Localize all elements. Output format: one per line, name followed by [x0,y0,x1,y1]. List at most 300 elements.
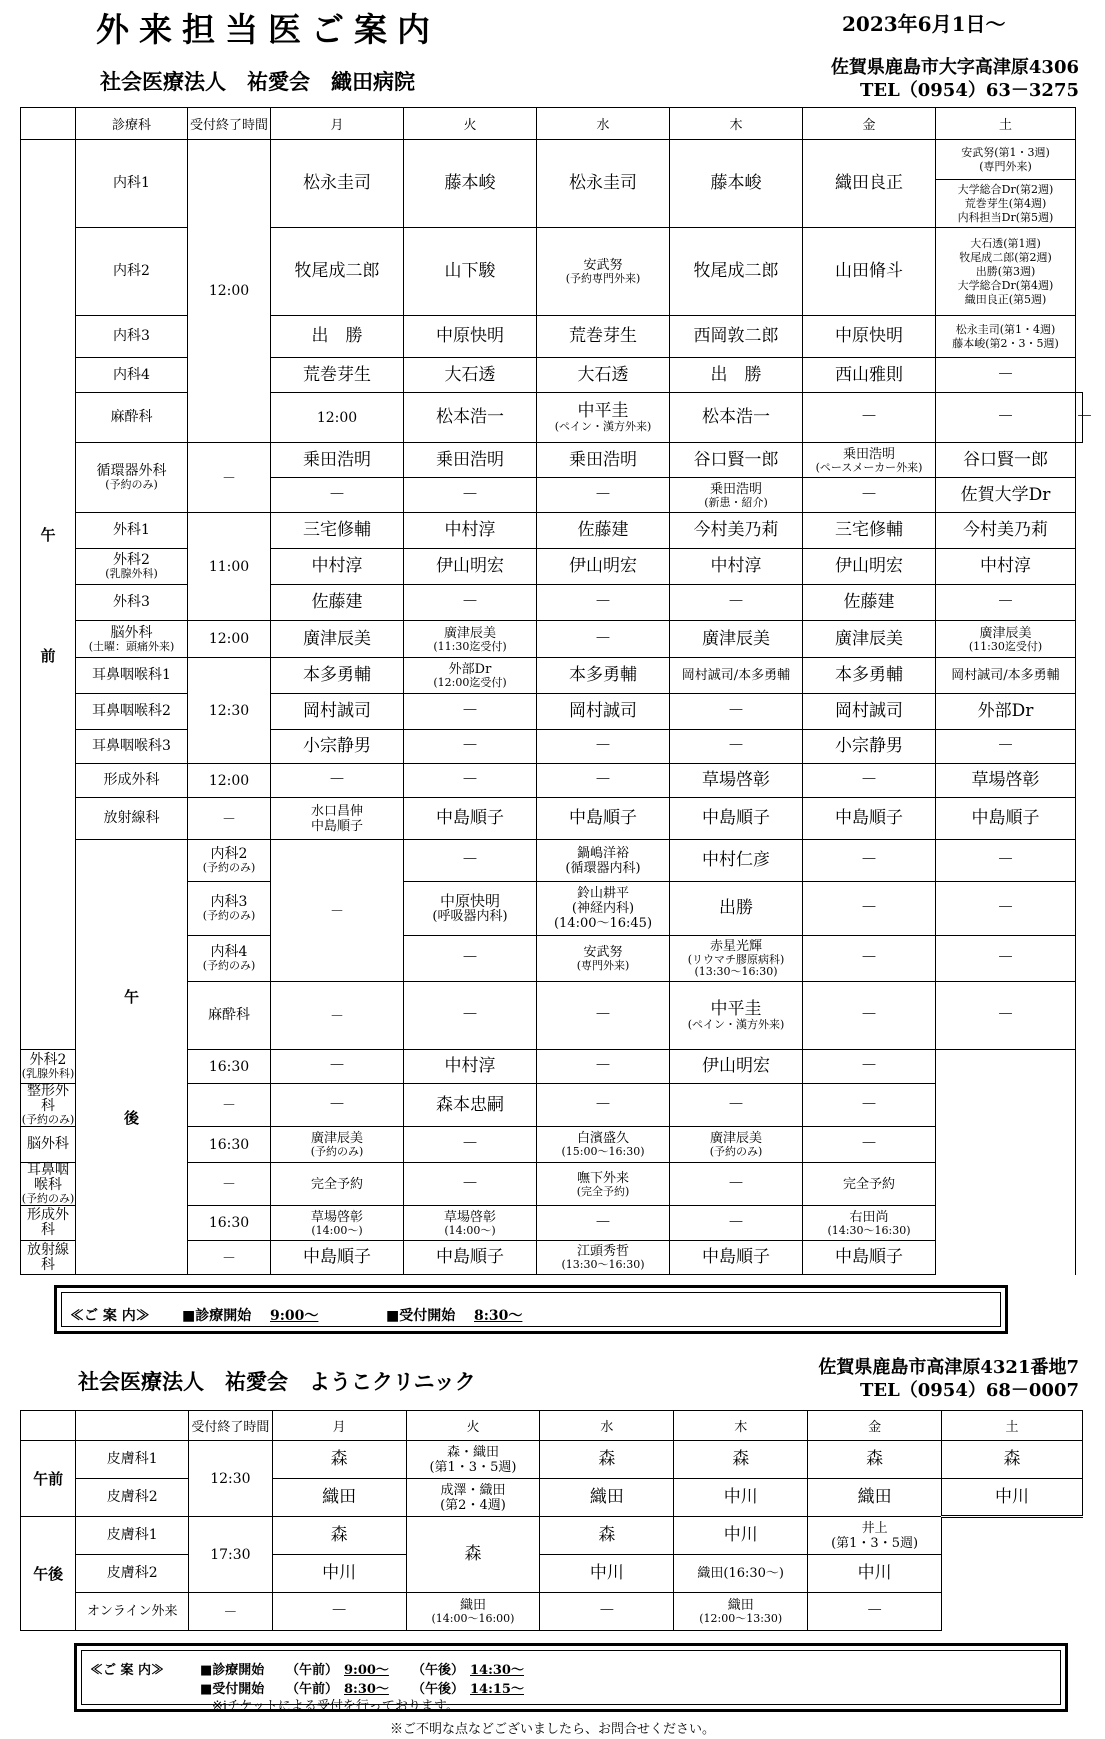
day-header-thu: 木 [670,108,803,140]
doctor-cell: 中島順子 [936,798,1076,840]
table-row [21,316,1083,358]
doctor-cell: － [537,478,670,513]
doctor-cell: － [537,1084,670,1127]
dept-pm-seikei: 整形外科 (予約のみ) [21,1083,75,1126]
doctor-cell: 伊山明宏 [670,1050,803,1084]
day-header-mon: 月 [271,108,404,140]
doctor-cell: 草場啓彰 [670,764,803,798]
doctor-cell: － [803,1050,936,1084]
doctor-cell: 森 [808,1441,942,1479]
clinic-session-am: 午前 [21,1441,76,1517]
doctor-cell: 織田 [808,1479,942,1517]
dept-pm-keisei: 形成外科 [21,1206,76,1241]
doctor-cell: 中村淳 [404,513,537,549]
doctor-cell: － [404,1163,537,1206]
dept-nou: 脳外科 (土曜：頭痛外来) [76,621,188,658]
doctor-cell: 安武努 (専門外来) [537,936,670,982]
doctor-cell: － [670,585,803,621]
doctor-cell: 水口昌伸 中島順子 [271,798,404,840]
hospital-address: 佐賀県鹿島市大字高津原4306 [830,57,1079,78]
doctor-cell: － [404,982,537,1050]
doctor-cell: － [404,936,537,982]
table-row [21,140,1083,180]
doctor-cell: 谷口賢一郎 [936,443,1076,478]
doctor-cell: 大学総合Dr(第2週) 荒巻芽生(第4週) 内科担当Dr(第5週) [936,180,1076,228]
doctor-cell: 松本浩一 [404,393,537,443]
doctor-cell: 外部Dr [936,694,1076,730]
doctor-cell: － [404,840,537,882]
table-row [21,764,1083,798]
guide-am-reception: 8:30～ [344,1682,389,1697]
reception-end-time: － [188,1084,271,1127]
dept-header: 診療科 [76,108,188,140]
doctor-cell: 今村美乃莉 [936,513,1076,549]
doctor-cell: 廣津辰美 [271,621,404,658]
doctor-cell: 大石透(第1週) 牧尾成二郎(第2週) 出勝(第3週) 大学総合Dr(第4週) 織田良正(第5週) [936,228,1076,316]
doctor-cell: 廣津辰美 (予約のみ) [670,1127,803,1163]
clinic-address: 佐賀県鹿島市高津原4321番地7 [818,1357,1079,1378]
dept-naika2: 内科2 [76,228,188,316]
doctor-cell: 森 [272,1441,406,1479]
footer-note: ※ご不明な点などございましたら、お問合せください。 [389,1722,715,1737]
doctor-cell: 乗田浩明 [404,443,537,478]
doctor-cell: 中島順子 [404,798,537,840]
dept-jibi1: 耳鼻咽喉科1 [76,658,188,694]
doctor-cell: － [271,478,404,513]
doctor-cell: 赤星光輝 (リウマチ膠原病科) (13:30～16:30) [670,936,803,982]
doctor-cell: － [271,1084,404,1127]
doctor-cell: 藤本峻 [404,140,537,228]
guide-pm-reception: 14:15～ [470,1682,524,1697]
doctor-cell: 廣津辰美 (11:30迄受付) [936,621,1076,658]
doctor-cell: － [670,694,803,730]
table-row [21,1479,1083,1517]
session-pm-label: 午 後 [76,840,188,1275]
session-am-label: 午 前 [21,140,76,1050]
doctor-cell: 佐藤建 [537,513,670,549]
dept-naika4: 内科4 [76,358,188,393]
table-row [21,730,1083,764]
doctor-cell: 松本浩一 [670,393,803,443]
dept-pm-jibi: 耳鼻咽喉科 (予約のみ) [21,1162,75,1205]
doctor-cell: － [537,982,670,1050]
guide-value-reception: 8:30～ [474,1308,523,1324]
doctor-cell: 廣津辰美 (11:30迄受付) [404,621,537,658]
doctor-cell: － [1076,393,1083,443]
table-row [21,1517,1083,1555]
dept-pm-hifu1: 皮膚科1 [76,1517,189,1555]
doctor-cell: － [803,1127,936,1163]
doctor-cell: 佐賀大学Dr [936,478,1076,513]
day-header-wed: 水 [537,108,670,140]
table-row [21,840,1083,882]
day-header-fri: 金 [803,108,936,140]
doctor-cell: － [670,730,803,764]
guide-value-start: 9:00～ [270,1308,319,1324]
clinic-contact [818,1356,1079,1402]
clinic-tel: TEL（0954）68－0007 [859,1380,1079,1401]
dept-naika3: 内科3 [76,316,188,358]
reception-end-time: 12:00 [271,393,404,443]
dept-geka2: 外科2 (乳腺外科) [76,549,188,585]
doctor-cell: － [404,585,537,621]
doctor-cell: － [404,694,537,730]
dept-hifu1: 皮膚科1 [76,1441,189,1479]
doctor-cell: 岡村誠司/本多勇輔 [670,658,803,694]
doctor-cell: 森 [674,1441,808,1479]
doctor-cell: － [936,358,1076,393]
table-row [21,1441,1083,1479]
corner-cell [21,1411,76,1441]
doctor-cell: 岡村誠司 [537,694,670,730]
clinic-schedule-table [20,1410,1083,1631]
table-row [21,358,1083,393]
doctor-cell: － [271,764,404,798]
reception-end-time: 12:00 [188,621,271,658]
blank-cell [942,1517,1083,1631]
guide-box-hospital [54,1285,1008,1334]
doctor-cell: 小宗静男 [271,730,404,764]
hospital-schedule-table [20,107,1093,1275]
guide-item-start: ■診療開始 [200,1663,265,1678]
doctor-cell: 今村美乃莉 [670,513,803,549]
reception-end-time: 17:30 [189,1517,273,1593]
table-row [21,1555,1083,1593]
doctor-cell: 外部Dr (12:00迄受付) [404,658,537,694]
doctor-cell: － [803,982,936,1050]
doctor-cell: 廣津辰美 [670,621,803,658]
reception-end-time: － [188,1241,271,1275]
doctor-cell: － [272,1593,406,1631]
doctor-cell: 嘸下外来 (完全予約) [537,1163,670,1206]
hospital-contact [831,56,1079,102]
doctor-cell: 鈴山耕平 (神経内科) (14:00～16:45) [537,882,670,936]
doctor-cell: － [670,1163,803,1206]
doctor-cell: 西岡敦二郎 [670,316,803,358]
dept-keisei: 形成外科 [76,764,188,798]
doctor-cell: 本多勇輔 [537,658,670,694]
doctor-cell: 中原快明 [803,316,936,358]
dept-pm-nou: 脳外科 [21,1127,76,1163]
reception-end-time: － [189,1593,273,1631]
table-row [21,393,1083,443]
doctor-cell: 中川 [942,1479,1083,1517]
doctor-cell: 岡村誠司/本多勇輔 [936,658,1076,694]
reception-end-time: 11:00 [188,513,271,621]
doctor-cell: － [803,882,936,936]
hospital-tel: TEL（0954）63－3275 [859,80,1079,101]
doctor-cell: 三宅修輔 [803,513,936,549]
doctor-cell: 山下駿 [404,228,537,316]
dept-jibi3: 耳鼻咽喉科3 [76,730,188,764]
doctor-cell: 成澤・織田 (第2・4週) [406,1479,540,1517]
doctor-cell: 織田 [540,1479,674,1517]
doctor-cell: 中川 [540,1555,674,1593]
guide-am-label: （午前） [286,1663,339,1678]
guide-item-reception: ■受付開始 [200,1682,265,1697]
doctor-cell: 牧尾成二郎 [271,228,404,316]
doctor-cell: 織田 (14:00～16:00) [406,1593,540,1631]
doctor-cell: 中島順子 [404,1241,537,1275]
doctor-cell: 完全予約 [803,1163,936,1206]
day-header-tue: 火 [404,108,537,140]
doctor-cell: 草場啓彰 (14:00～) [404,1206,537,1241]
dept-online: オンライン外来 [76,1593,189,1631]
doctor-cell: 松永圭司 [271,140,404,228]
dept-junkan: 循環器外科 (予約のみ) [76,443,188,513]
doctor-cell: － [803,1084,936,1127]
dept-pm-hifu2: 皮膚科2 [76,1555,189,1593]
dept-geka1: 外科1 [76,513,188,549]
doctor-cell: 伊山明宏 [803,549,936,585]
doctor-cell: 中村淳 [404,1050,537,1084]
doctor-cell: 岡村誠司 [803,694,936,730]
page-title: 外来担当医ご案内 [96,10,440,49]
doctor-cell: 中島順子 [271,1241,404,1275]
doctor-cell: 伊山明宏 [404,549,537,585]
reception-end-time: － [271,982,404,1050]
table-row [21,621,1083,658]
guide-box-clinic [74,1643,1068,1712]
guide-pm-label: （午後） [412,1663,465,1678]
time-header: 受付終了時間 [188,108,271,140]
doctor-cell: 佐藤建 [271,585,404,621]
doctor-cell: 中川 [674,1517,808,1555]
doctor-cell: － [271,1050,404,1084]
header-row [21,108,1083,140]
doctor-cell: 乗田浩明 (新患・紹介) [670,478,803,513]
corner-cell [76,1411,189,1441]
doctor-cell: － [670,1084,803,1127]
doctor-cell: 三宅修輔 [271,513,404,549]
doctor-cell: 織田 (12:00～13:30) [674,1593,808,1631]
doctor-cell: 牧尾成二郎 [670,228,803,316]
doctor-cell: 中島順子 [670,1241,803,1275]
guide-pm-label: （午後） [412,1682,465,1697]
dept-hosha: 放射線科 [76,798,188,840]
doctor-cell: － [803,393,936,443]
doctor-cell: 中川 [674,1479,808,1517]
doctor-cell: － [936,730,1076,764]
reception-end-time: 12:00 [188,140,271,443]
doctor-cell: 小宗静男 [803,730,936,764]
doctor-cell: 岡村誠司 [271,694,404,730]
doctor-cell: 中川 [272,1555,406,1593]
doctor-cell: 織田 [272,1479,406,1517]
hospital-name: 社会医療法人 祐愛会 織田病院 [100,69,415,94]
doctor-cell: 廣津辰美 [803,621,936,658]
doctor-cell: － [803,764,936,798]
doctor-cell: － [537,1050,670,1084]
doctor-cell: － [540,1593,674,1631]
table-row [21,798,1083,840]
doctor-cell: 森 [540,1441,674,1479]
doctor-cell: 中平圭 (ペイン・漢方外来) [670,982,803,1050]
guide-item-reception: ■受付開始 [386,1308,456,1324]
doctor-cell: － [936,936,1076,982]
doctor-cell: 中島順子 [803,798,936,840]
doctor-cell: 中村淳 [271,549,404,585]
doctor-cell: 松永圭司(第1・4週) 藤本峻(第2・3・5週) [936,316,1076,358]
doctor-cell: － [936,882,1076,936]
table-row [21,228,1083,316]
doctor-cell: 谷口賢一郎 [670,443,803,478]
day-header-wed: 水 [540,1411,674,1441]
dept-pm-naika3: 内科3 (予約のみ) [188,882,271,936]
doctor-cell: 草場啓彰 [936,764,1076,798]
day-header-sat: 土 [936,108,1076,140]
clinic-name: 社会医療法人 祐愛会 ようこクリニック [78,1369,476,1394]
reception-end-time: － [188,798,271,840]
doctor-cell: 佐藤建 [803,585,936,621]
dept-pm-naika2: 内科2 (予約のみ) [188,840,271,882]
day-header-tue: 火 [406,1411,540,1441]
doctor-cell: 藤本峻 [670,140,803,228]
doctor-cell: 織田良正 [803,140,936,228]
table-row [21,1593,1083,1631]
doctor-cell: 森・織田 (第1・3・5週) [406,1441,540,1479]
doctor-cell: － [803,478,936,513]
doctor-cell: 織田(16:30～) [674,1555,808,1593]
doctor-cell: － [537,764,670,798]
doctor-cell: 出 勝 [670,358,803,393]
doctor-cell: － [803,840,936,882]
doctor-cell: － [808,1593,942,1631]
doctor-cell: － [670,1206,803,1241]
doctor-cell: 伊山明宏 [537,549,670,585]
dept-pm-hosha: 放射線科 [21,1241,76,1275]
doctor-cell: 中村仁彦 [670,840,803,882]
doctor-cell: 中島順子 [803,1241,936,1275]
doctor-cell: 鍋嶋洋裕 (循環器内科) [537,840,670,882]
guide-item-start: ■診療開始 [182,1308,252,1324]
doctor-cell: － [537,621,670,658]
doctor-cell: 廣津辰美 (予約のみ) [271,1127,404,1163]
doctor-cell: － [803,936,936,982]
reception-end-time: － [188,443,271,513]
day-header-mon: 月 [272,1411,406,1441]
doctor-cell: 出 勝 [271,316,404,358]
doctor-cell: － [936,982,1076,1050]
dept-pm-masui: 麻酔科 [188,982,271,1050]
reception-end-time: 16:30 [188,1206,271,1241]
guide-mark: ≪ご 案 内≫ [70,1308,150,1324]
blank-cell [1076,840,1083,1275]
table-row [21,549,1083,585]
guide-note: ※iチケットによる受付を行っております。 [212,1699,459,1714]
doctor-cell: 中平圭 (ペイン・漢方外来) [537,393,670,443]
doctor-cell: 松永圭司 [537,140,670,228]
doctor-cell: 荒巻芽生 [537,316,670,358]
doctor-cell: 本多勇輔 [803,658,936,694]
doctor-cell: 中村淳 [936,549,1076,585]
doctor-cell: 中原快明 [404,316,537,358]
header-row [21,1411,1083,1441]
doctor-cell: － [936,393,1076,443]
reception-end-time: － [188,1163,271,1206]
reception-end-time: 12:30 [189,1441,273,1517]
doctor-cell: 大石透 [404,358,537,393]
corner-cell [21,108,76,140]
doctor-cell: － [404,730,537,764]
doctor-cell: 江頭秀哲 (13:30～16:30) [537,1241,670,1275]
doctor-cell: 白濱盛久 (15:00～16:30) [537,1127,670,1163]
doctor-cell: 森 [942,1441,1083,1479]
doctor-cell: 草場啓彰 (14:00～) [271,1206,404,1241]
guide-am-start: 9:00～ [344,1663,389,1678]
doctor-cell: 乗田浩明 [271,443,404,478]
table-row [21,658,1083,694]
doctor-cell: 右田尚 (14:30～16:30) [803,1206,936,1241]
doctor-cell: 森 [272,1517,406,1555]
doctor-cell: 安武努 (予約専門外来) [537,228,670,316]
dept-pm-geka2: 外科2 (乳腺外科) [21,1050,76,1084]
doctor-cell: 荒巻芽生 [271,358,404,393]
doctor-cell: － [537,585,670,621]
guide-am-label: （午前） [286,1682,339,1697]
doctor-cell: 乗田浩明 (ペースメーカー外来) [803,443,936,478]
time-header: 受付終了時間 [189,1411,273,1441]
doctor-cell: 本多勇輔 [271,658,404,694]
reception-end-time: 16:30 [188,1050,271,1084]
dept-pm-naika4: 内科4 (予約のみ) [188,936,271,982]
guide-pm-start: 14:30～ [470,1663,524,1678]
doctor-cell: － [537,1206,670,1241]
dept-naika1: 内科1 [76,140,188,228]
doctor-cell: 西山雅則 [803,358,936,393]
doctor-cell: 中村淳 [670,549,803,585]
doctor-cell: － [936,840,1076,882]
doctor-cell: － [537,730,670,764]
doctor-cell: 完全予約 [271,1163,404,1206]
clinic-session-pm: 午後 [21,1517,76,1631]
doctor-cell: 中島順子 [670,798,803,840]
doctor-cell: 山田脩斗 [803,228,936,316]
reception-end-time: 12:30 [188,658,271,764]
doctor-cell: 大石透 [537,358,670,393]
doctor-cell: 安武努(第1・3週) (専門外来) [936,140,1076,180]
table-row [21,513,1083,549]
doctor-cell: 森 [540,1517,674,1555]
reception-end-time: 16:30 [188,1127,271,1163]
doctor-cell: 中川 [808,1555,942,1593]
doctor-cell: － [404,764,537,798]
doctor-cell: 乗田浩明 [537,443,670,478]
reception-end-time: － [271,840,404,982]
doctor-cell: 井上 (第1・3・5週) [808,1517,942,1555]
table-row [21,443,1083,478]
table-row [21,694,1083,730]
doctor-cell: 中島順子 [537,798,670,840]
effective-date: 2023年6月1日～ [842,12,1006,36]
doctor-cell: 出勝 [670,882,803,936]
doctor-cell: － [404,478,537,513]
dept-masui: 麻酔科 [76,393,188,443]
doctor-cell: － [404,1127,537,1163]
doctor-cell: － [936,585,1076,621]
dept-geka3: 外科3 [76,585,188,621]
table-row [21,585,1083,621]
reception-end-time: 12:00 [188,764,271,798]
day-header-thu: 木 [674,1411,808,1441]
dept-jibi2: 耳鼻咽喉科2 [76,694,188,730]
doctor-cell: 森本忠嗣 [404,1084,537,1127]
doctor-cell: 中原快明 (呼吸器内科) [404,882,537,936]
doctor-cell: 森 [406,1517,540,1593]
day-header-fri: 金 [808,1411,942,1441]
guide-mark: ≪ご 案 内≫ [90,1663,165,1678]
dept-hifu2: 皮膚科2 [76,1479,189,1517]
